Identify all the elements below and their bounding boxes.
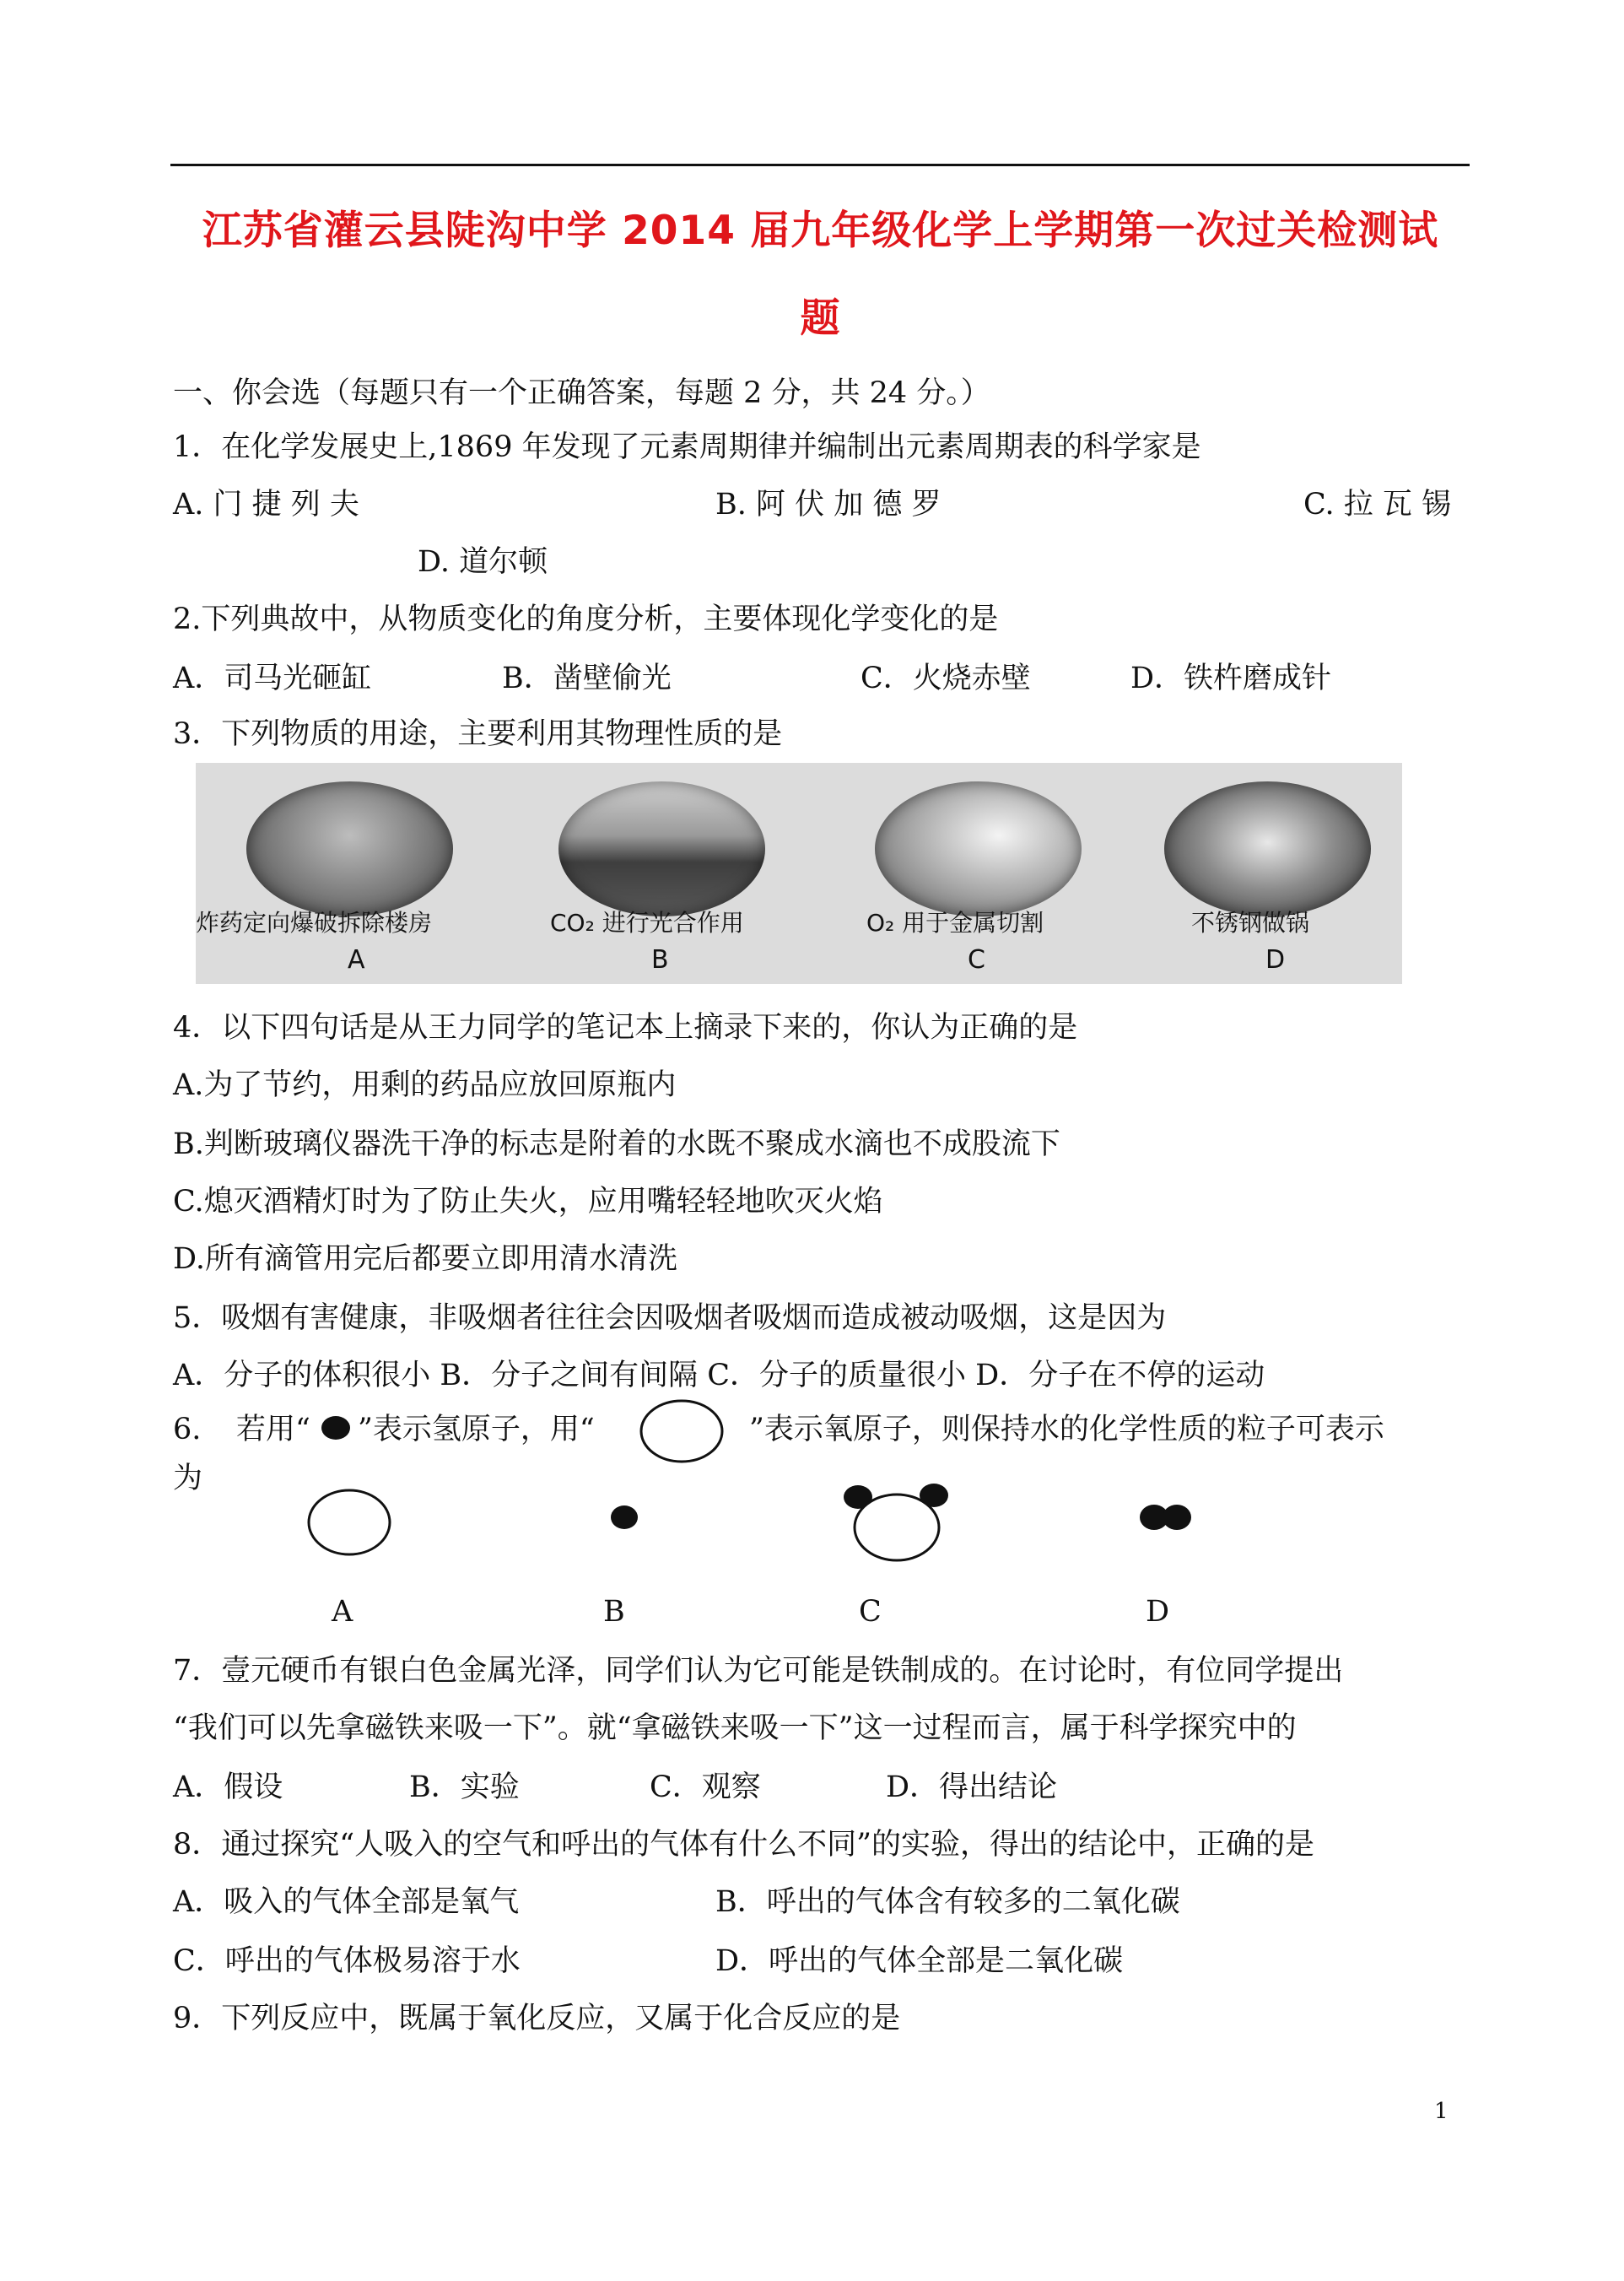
question-6-label-c: C xyxy=(859,1595,882,1629)
question-8-option-b: B．呼出的气体含有较多的二氧化碳 xyxy=(715,1885,1180,1919)
question-6-text-3: ”表示氧原子，则保持水的化学性质的粒子可表示 xyxy=(749,1413,1384,1446)
photo-letter-b: B xyxy=(651,945,669,975)
question-8-option-c: C．呼出的气体极易溶于水 xyxy=(173,1944,521,1978)
question-7-option-c: C．观察 xyxy=(650,1770,761,1804)
option-c-oxygen-atom xyxy=(855,1495,939,1560)
caption-b: CO₂ 进行光合作用 xyxy=(550,909,744,937)
question-5-options: A．分子的体积很小 B．分子之间有间隔 C．分子的质量很小 D．分子在不停的运动 xyxy=(173,1359,1265,1392)
pot-photo xyxy=(1164,781,1371,916)
option-d-hydrogen-right xyxy=(1163,1505,1191,1530)
question-2-stem: 2.下列典故中，从物质变化的角度分析，主要体现化学变化的是 xyxy=(173,603,999,636)
question-4-option-d: D.所有滴管用完后都要立即用清水清洗 xyxy=(173,1242,677,1276)
caption-c: O₂ 用于金属切割 xyxy=(866,909,1044,937)
header-rule xyxy=(170,164,1470,166)
caption-d: 不锈钢做锅 xyxy=(1191,909,1310,937)
oxygen-atom-legend xyxy=(641,1401,722,1462)
page-title-line1: 江苏省灌云县陡沟中学 2014 届九年级化学上学期第一次过关检测试 xyxy=(202,208,1439,254)
option-d-hydrogen-left xyxy=(1140,1505,1168,1530)
question-1-option-b: B. 阿 伏 加 德 罗 xyxy=(715,488,941,522)
question-7-stem-1: 7．壹元硬币有银白色金属光泽，同学们认为它可能是铁制成的。在讨论时，有位同学提出 xyxy=(173,1654,1344,1688)
question-8-option-a: A．吸入的气体全部是氧气 xyxy=(173,1885,520,1919)
question-5-stem: 5．吸烟有害健康，非吸烟者往往会因吸烟者吸烟而造成被动吸烟，这是因为 xyxy=(173,1301,1167,1335)
question-1-option-c: C. 拉 瓦 锡 xyxy=(1303,488,1452,522)
question-6-label-b: B xyxy=(603,1595,625,1629)
question-2-option-b: B．凿壁偷光 xyxy=(502,662,672,695)
forest-photo xyxy=(558,781,765,916)
question-4-option-c: C.熄灭酒精灯时为了防止失火，应用嘴轻轻地吹灭火焰 xyxy=(173,1185,883,1219)
option-b-hydrogen-atom xyxy=(611,1505,638,1529)
caption-a: 炸药定向爆破拆除楼房 xyxy=(196,909,433,937)
question-3-image-strip xyxy=(196,763,1402,984)
question-6-number: 6. xyxy=(173,1413,202,1446)
question-6-label-d: D xyxy=(1146,1595,1170,1629)
question-4-option-a: A.为了节约，用剩的药品应放回原瓶内 xyxy=(173,1068,677,1102)
photo-letter-c: C xyxy=(968,945,985,975)
question-6-text-4: 为 xyxy=(173,1462,203,1495)
question-4-option-b: B.判断玻璃仪器洗干净的标志是附着的水既不聚成水滴也不成股流下 xyxy=(173,1127,1060,1161)
page-number: 1 xyxy=(1434,2099,1449,2124)
option-a-oxygen-atom xyxy=(309,1490,390,1554)
question-9-stem: 9．下列反应中，既属于氧化反应，又属于化合反应的是 xyxy=(173,2002,901,2035)
question-2-option-c: C．火烧赤壁 xyxy=(861,662,1031,695)
question-1-option-a: A. 门 捷 列 夫 xyxy=(173,488,359,522)
hydrogen-atom-legend xyxy=(321,1416,350,1440)
question-1-stem: 1．在化学发展史上,1869 年发现了元素周期律并编制出元素周期表的科学家是 xyxy=(173,430,1201,464)
question-2-option-a: A．司马光砸缸 xyxy=(173,662,372,695)
demolition-photo xyxy=(246,781,453,916)
question-1-option-d: D. 道尔顿 xyxy=(418,545,548,579)
page-title-line2: 题 xyxy=(800,295,841,342)
question-8-stem: 8．通过探究“人吸入的空气和呼出的气体有什么不同”的实验，得出的结论中，正确的是 xyxy=(173,1828,1315,1862)
question-3-stem: 3．下列物质的用途，主要利用其物理性质的是 xyxy=(173,717,783,751)
question-6-text-2: ”表示氢原子，用“ xyxy=(358,1413,595,1446)
question-7-stem-2: “我们可以先拿磁铁来吸一下”。就“拿磁铁来吸一下”这一过程而言，属于科学探究中的 xyxy=(173,1711,1297,1745)
question-6-label-a: A xyxy=(332,1595,353,1629)
question-6-text-1: 若用“ xyxy=(236,1413,310,1446)
option-c-hydrogen-right xyxy=(920,1484,948,1507)
question-7-option-a: A．假设 xyxy=(173,1770,283,1804)
question-7-option-d: D．得出结论 xyxy=(886,1770,1058,1804)
option-c-hydrogen-left xyxy=(844,1485,872,1509)
section-heading: 一、你会选（每题只有一个正确答案，每题 2 分，共 24 分。） xyxy=(173,376,990,410)
question-7-option-b: B．实验 xyxy=(409,1770,520,1804)
question-2-option-d: D．铁杵磨成针 xyxy=(1130,662,1332,695)
photo-letter-d: D xyxy=(1265,945,1286,975)
cutting-photo xyxy=(875,781,1082,916)
question-4-stem: 4．以下四句话是从王力同学的笔记本上摘录下来的，你认为正确的是 xyxy=(173,1011,1078,1045)
question-8-option-d: D．呼出的气体全部是二氧化碳 xyxy=(715,1944,1124,1978)
photo-letter-a: A xyxy=(348,945,365,975)
